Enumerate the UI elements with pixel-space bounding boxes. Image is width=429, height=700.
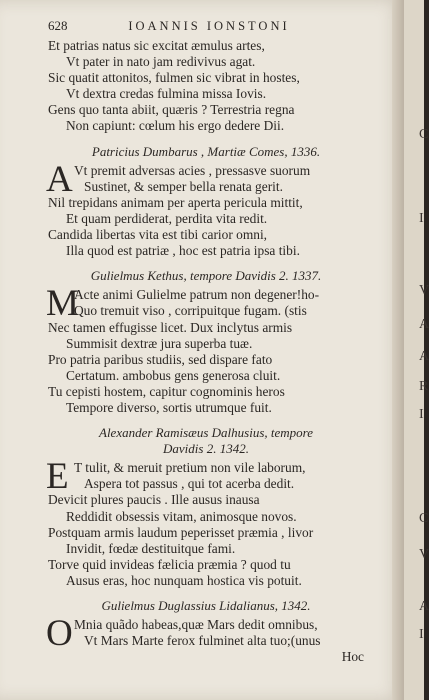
drop-cap: O bbox=[46, 613, 73, 655]
verse-line: Tu cepisti hostem, capitur cognominis heros bbox=[48, 383, 285, 399]
adjacent-glyph: I bbox=[419, 407, 424, 422]
adjacent-glyph: C bbox=[419, 511, 429, 526]
adjacent-glyph: R bbox=[419, 379, 429, 394]
verse-line: Mnia quãdo habeas,quæ Mars dedit omnibus, bbox=[74, 617, 318, 633]
verse-line: Devicit plures paucis . Ille ausus inausa bbox=[48, 492, 260, 508]
verse-line: T tulit, & meruit pretium non vile laborum, bbox=[74, 460, 306, 476]
verse-line: Tempore diverso, sortis utrumque fuit. bbox=[66, 399, 272, 415]
verse-line: Pro patria paribus studiis, sed dispare fato bbox=[48, 351, 273, 367]
poem bbox=[48, 144, 364, 260]
verse-line: Postquam armis laudum peperisset præmia , livor bbox=[48, 524, 314, 540]
verse-line: Ausus eras, hoc nunquam hostica vis potuit. bbox=[66, 572, 302, 588]
verse-line: Nec tamen effugisse licet. Dux inclytus armis bbox=[48, 319, 293, 335]
poem-heading: Patricius Dumbarus , Martiæ Comes, 1336. bbox=[91, 143, 321, 159]
verse-line: Torve quid invideas fælicia præmia ? quod tu bbox=[48, 556, 291, 572]
adjacent-glyph: I bbox=[419, 627, 424, 642]
page-number: 628 bbox=[48, 18, 68, 33]
adjacent-glyph: V bbox=[419, 283, 429, 298]
verse-line: Et quam perdiderat, perdita vita redit. bbox=[66, 210, 268, 226]
poem-body bbox=[46, 283, 364, 416]
verse-line: Illa quod est patriæ , hoc est patria ipsa tibi. bbox=[66, 243, 300, 259]
verse-line: Nil trepidans animam per aperta pericula mittit, bbox=[48, 194, 303, 210]
adjacent-glyph: I bbox=[419, 211, 424, 226]
adjacent-page-edge bbox=[404, 0, 429, 700]
poem bbox=[48, 268, 364, 416]
verse-line: Vt Mars Marte ferox fulminet alta tuo;(unus bbox=[84, 633, 321, 649]
verse-line: Acte animi Gulielme patrum non degener!ho- bbox=[74, 287, 320, 303]
verse-line: Aspera tot passus , qui tot acerba dedit. bbox=[84, 476, 295, 492]
adjacent-glyph: A bbox=[419, 599, 429, 614]
catchword: Hoc bbox=[341, 649, 364, 665]
verse-line: Gens quo tanta abiit, quæris ? Terrestria regna bbox=[48, 102, 295, 118]
drop-cap: A bbox=[46, 158, 73, 200]
drop-cap: M bbox=[46, 283, 79, 325]
verse-line: Vt dextra credas fulmina missa Iovis. bbox=[66, 86, 267, 102]
verse-line: Vt pater in nato jam redivivus agat. bbox=[66, 54, 256, 70]
adjacent-glyph: A bbox=[419, 317, 429, 332]
poem-heading-date: Davidis 2. 1342. bbox=[163, 441, 249, 457]
verse-line: Vt premit adversas acies , pressasve suorum bbox=[74, 162, 311, 178]
running-head: IOANNIS IONSTONI bbox=[128, 19, 290, 33]
poem-heading: Gulielmus Kethus, tempore Davidis 2. 1337. bbox=[90, 268, 322, 284]
poem-heading: Alexander Ramisæus Dalhusius, tempore bbox=[99, 425, 313, 441]
verse-line: Certatum. ambobus gens generosa cluit. bbox=[66, 367, 281, 383]
page-header bbox=[48, 18, 364, 38]
verse-line: Et patrias natus sic excitat æmulus artes, bbox=[48, 38, 265, 53]
drop-cap: E bbox=[46, 456, 69, 498]
verse-line: Summisit dextræ jura superba tuæ. bbox=[66, 335, 253, 351]
page-text bbox=[48, 18, 364, 665]
verse-line: Invidit, fœdæ destituitque fami. bbox=[66, 540, 236, 556]
poem-body bbox=[46, 613, 364, 655]
poem bbox=[46, 598, 364, 655]
verse-line: Reddidit obsessis vitam, animosque novos. bbox=[66, 508, 297, 524]
verse-line: Sic quatit attonitos, fulmen sic vibrat in hostes, bbox=[48, 70, 300, 86]
poem bbox=[48, 425, 364, 589]
verse-line: Sustinet, & semper bella renata gerit. bbox=[84, 178, 283, 194]
poem-heading: Gulielmus Duglassius Lidalianus, 1342. bbox=[101, 598, 311, 613]
book-gutter bbox=[392, 0, 404, 700]
adjacent-glyph: C bbox=[419, 127, 429, 142]
opening-verse bbox=[48, 38, 364, 135]
poem-body bbox=[46, 158, 364, 260]
verse-line: Candida libertas vita est tibi carior omni, bbox=[48, 227, 268, 243]
adjacent-glyph: V bbox=[419, 547, 429, 562]
adjacent-glyph: A bbox=[419, 349, 429, 364]
verse-line: Quo tremuit viso , corripuitque fugam. (stis bbox=[74, 303, 307, 319]
poem-body bbox=[46, 456, 364, 589]
verse-line: Non capiunt: cœlum his ergo dedere Dii. bbox=[66, 118, 285, 134]
